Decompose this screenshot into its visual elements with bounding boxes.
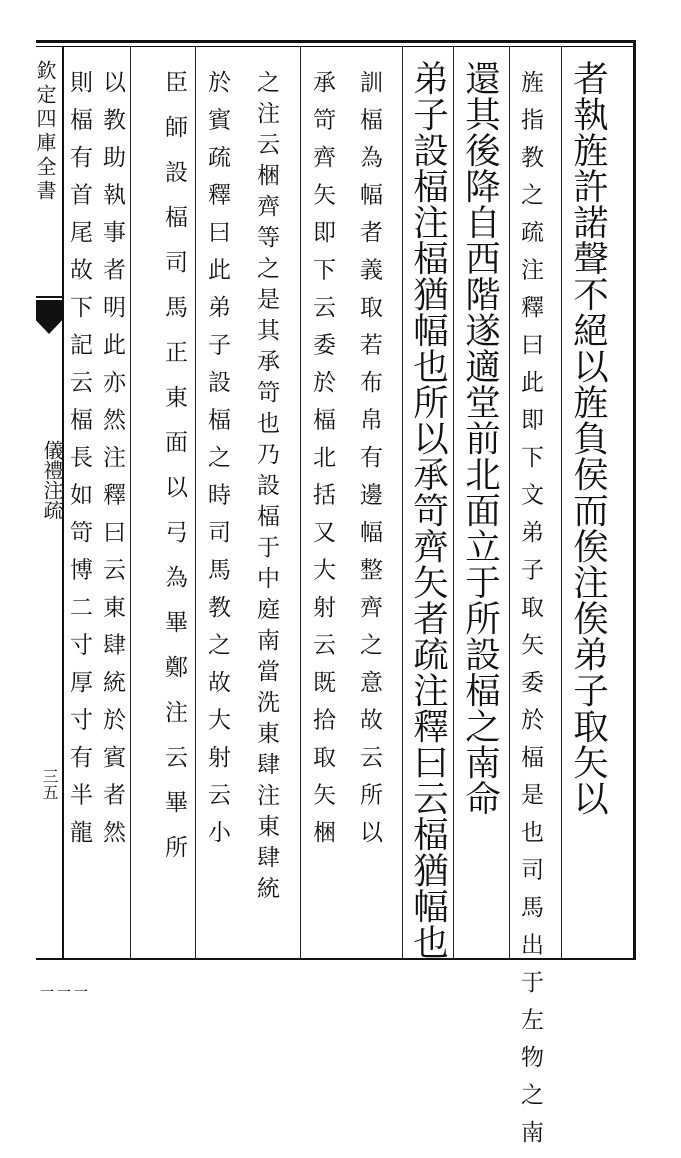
text-column-8: 於賓疏釋曰此弟子設楅之時司馬教之故大射云小 xyxy=(204,70,230,858)
text-column-6: 承笴齊矢即下云委於楅北括又大射云既拾取矢梱 xyxy=(309,70,335,858)
column-rule xyxy=(509,46,510,958)
column-rule xyxy=(453,46,454,958)
text-column-7: 之注云梱齊等之是其承笴也乃設楅于中庭南當洗東肆注東肆統 xyxy=(253,70,279,907)
text-column-5: 訓楅為幅者義取若布帛有邊幅整齊之意故云所以 xyxy=(356,70,382,858)
bottom-mark: 一一一 xyxy=(40,985,91,1001)
column-rule xyxy=(130,46,131,958)
frame-top-border xyxy=(36,40,636,43)
column-rule xyxy=(561,46,562,958)
column-rule xyxy=(402,46,403,958)
frame-top-inner-border xyxy=(36,46,636,47)
frame-bottom-border xyxy=(36,958,636,960)
column-rule xyxy=(300,46,301,958)
book-title: 儀禮注疏 xyxy=(40,440,64,520)
fish-tail-rule xyxy=(36,296,62,298)
text-column-1: 者執旌許諾聲不絕以旌負侯而俟注俟弟子取矢以 xyxy=(567,60,609,816)
text-column-10: 以教助執事者明此亦然注釋曰云東肆統於賓者然 xyxy=(99,70,125,858)
text-column-9: 臣師設楅司馬正東面以弓為畢鄭注云畢所 xyxy=(161,70,187,880)
text-column-2: 旌指教之疏注釋曰此即下文弟子取矢委於楅是也司馬出于左物之南 xyxy=(517,70,543,1158)
column-rule xyxy=(195,46,196,958)
collection-label: 欽定四庫全書 xyxy=(33,60,57,204)
text-column-4: 弟子設楅注楅猶幅也所以承笴齊矢者疏注釋曰云楅猶幅也 xyxy=(407,60,449,960)
text-column-3: 還其後降自西階遂適堂前北面立于所設楅之南命 xyxy=(459,60,501,816)
fish-tail-ornament xyxy=(36,300,62,334)
leaf-number: 三五 xyxy=(40,768,59,800)
text-column-11: 則楅有首尾故下記云楅長如笴博二寸厚寸有半龍 xyxy=(66,70,92,858)
frame-right-border xyxy=(633,40,636,960)
